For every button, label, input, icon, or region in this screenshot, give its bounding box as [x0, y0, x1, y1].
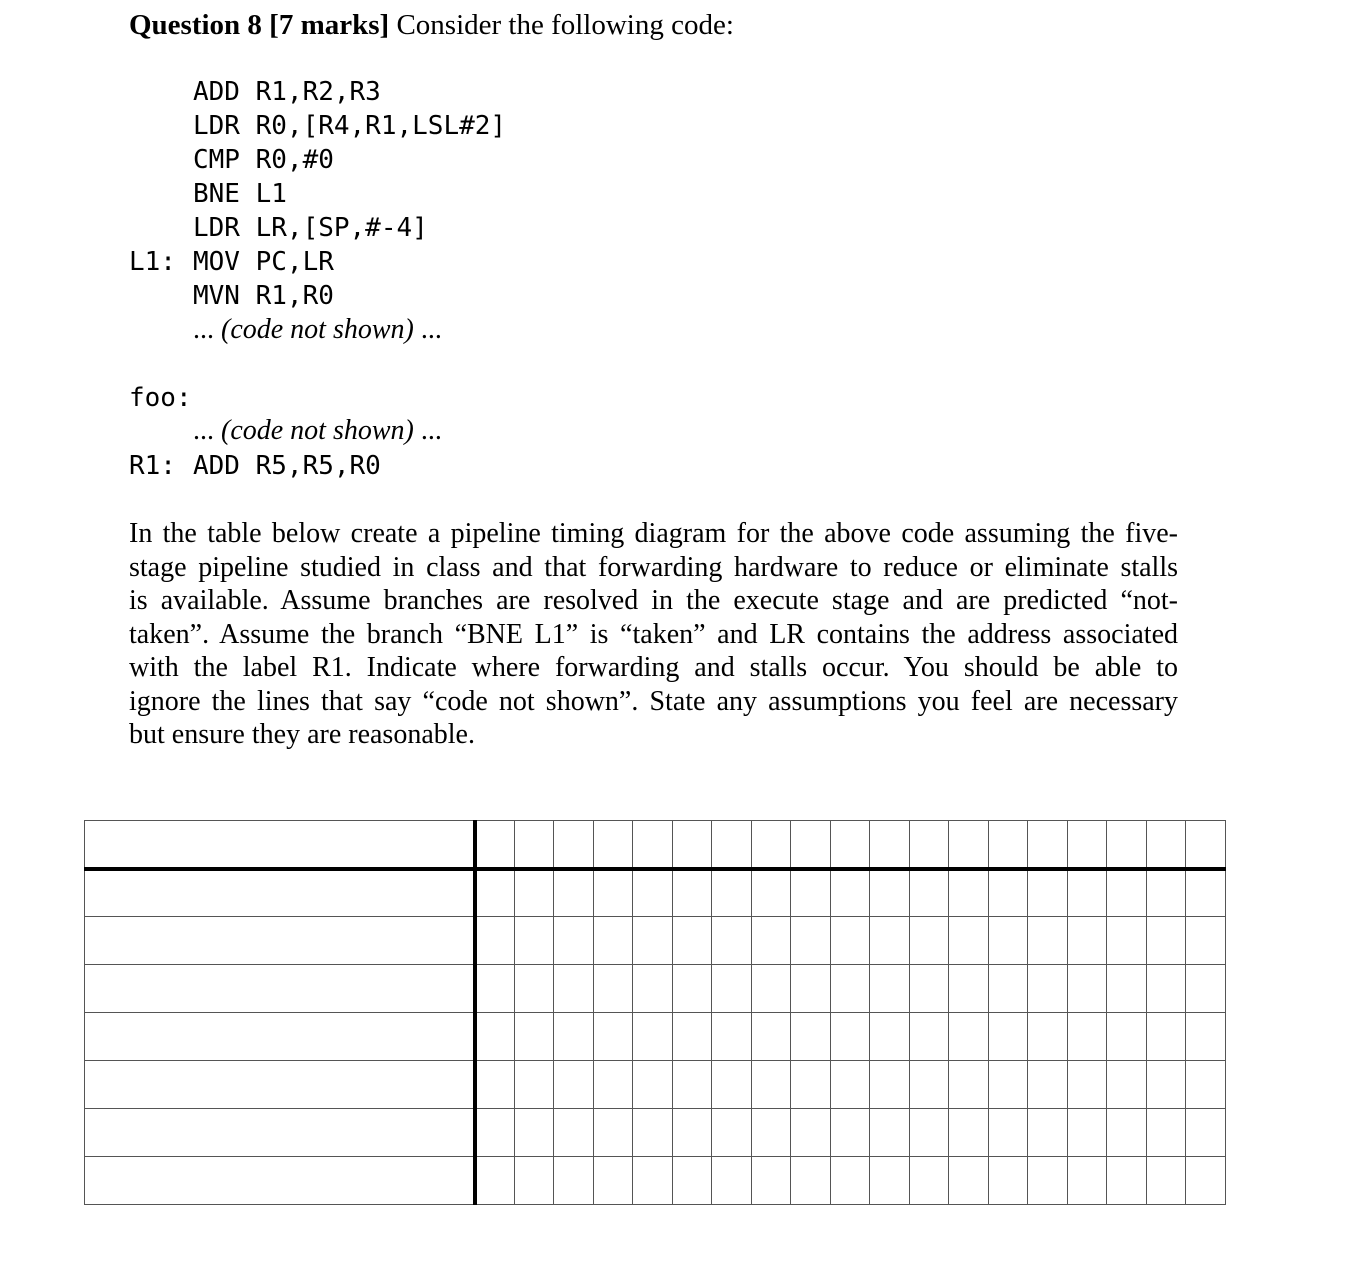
cycle-cell[interactable] [1107, 1013, 1147, 1061]
instruction-cell[interactable] [85, 821, 475, 869]
cycle-cell[interactable] [554, 869, 594, 917]
cycle-cell[interactable] [988, 1013, 1028, 1061]
table-row [85, 869, 1226, 917]
instruction-cell[interactable] [85, 1013, 475, 1061]
paragraph-line: ignore the lines that say “code not shown”. State any assumptions you feel are necessary [129, 685, 1178, 717]
cycle-cell[interactable] [672, 821, 712, 869]
instruction-cell[interactable] [85, 917, 475, 965]
cycle-cell[interactable] [1067, 965, 1107, 1013]
cycle-cell[interactable] [475, 1013, 515, 1061]
cycle-cell[interactable] [672, 869, 712, 917]
cycle-cell[interactable] [593, 1013, 633, 1061]
cycle-cell[interactable] [1146, 1157, 1186, 1205]
cycle-cell[interactable] [909, 1157, 949, 1205]
cycle-cell[interactable] [949, 1157, 989, 1205]
table-row [85, 965, 1226, 1013]
cycle-cell[interactable] [909, 869, 949, 917]
cycle-cell[interactable] [593, 1157, 633, 1205]
pipeline-timing-table [84, 820, 1226, 1205]
cycle-cell[interactable] [988, 917, 1028, 965]
cycle-cell[interactable] [1146, 965, 1186, 1013]
instruction-cell[interactable] [85, 1109, 475, 1157]
cycle-cell[interactable] [1186, 869, 1226, 917]
cycle-cell[interactable] [633, 1109, 673, 1157]
cycle-cell[interactable] [949, 1061, 989, 1109]
cycle-cell[interactable] [949, 965, 989, 1013]
cycle-cell[interactable] [791, 917, 831, 965]
cycle-cell[interactable] [949, 1109, 989, 1157]
cycle-cell[interactable] [909, 1109, 949, 1157]
cycle-cell[interactable] [830, 965, 870, 1013]
cycle-cell[interactable] [672, 965, 712, 1013]
cycle-cell[interactable] [791, 1109, 831, 1157]
cycle-cell[interactable] [514, 917, 554, 965]
cycle-cell[interactable] [1107, 1061, 1147, 1109]
cycle-cell[interactable] [751, 1013, 791, 1061]
cycle-cell[interactable] [1186, 1109, 1226, 1157]
cycle-cell[interactable] [1107, 1157, 1147, 1205]
cycle-cell[interactable] [830, 869, 870, 917]
code-line-2: LDR R0,[R4,R1,LSL#2] [193, 111, 507, 141]
cycle-cell[interactable] [791, 1013, 831, 1061]
cycle-cell[interactable] [1028, 1061, 1068, 1109]
table-row [85, 917, 1226, 965]
cycle-cell[interactable] [633, 917, 673, 965]
code-line-3: CMP R0,#0 [193, 145, 334, 175]
cycle-cell[interactable] [712, 869, 752, 917]
cycle-cell[interactable] [1067, 1013, 1107, 1061]
cycle-cell[interactable] [1146, 821, 1186, 869]
cycle-cell[interactable] [514, 965, 554, 1013]
omitted-text: (code not shown) [221, 415, 414, 446]
cycle-cell[interactable] [1067, 917, 1107, 965]
cycle-cell[interactable] [1186, 965, 1226, 1013]
instructions-paragraph [129, 517, 1178, 752]
cycle-cell[interactable] [1107, 965, 1147, 1013]
code-label-l1: L1: [129, 247, 176, 277]
cycle-cell[interactable] [949, 1013, 989, 1061]
omitted-suffix: ... [413, 314, 442, 345]
cycle-cell[interactable] [672, 1013, 712, 1061]
cycle-cell[interactable] [633, 965, 673, 1013]
cycle-cell[interactable] [1028, 917, 1068, 965]
cycle-cell[interactable] [751, 1061, 791, 1109]
cycle-cell[interactable] [830, 1013, 870, 1061]
cycle-cell[interactable] [909, 1013, 949, 1061]
omitted-prefix: ... [193, 314, 221, 345]
cycle-cell[interactable] [1146, 917, 1186, 965]
cycle-cell[interactable] [475, 869, 515, 917]
question-prompt: Consider the following code: [389, 9, 734, 41]
cycle-cell[interactable] [1067, 1109, 1107, 1157]
cycle-cell[interactable] [1146, 1061, 1186, 1109]
code-omitted-note-2 [193, 414, 442, 448]
cycle-cell[interactable] [988, 821, 1028, 869]
cycle-cell[interactable] [870, 917, 910, 965]
paragraph-line: is available. Assume branches are resolved in the execute stage and are predicted “not- [129, 585, 1178, 616]
question-number: Question 8 [7 marks] [129, 9, 390, 41]
cycle-cell[interactable] [593, 1109, 633, 1157]
cycle-cell[interactable] [791, 965, 831, 1013]
cycle-cell[interactable] [1067, 869, 1107, 917]
cycle-cell[interactable] [870, 1013, 910, 1061]
cycle-cell[interactable] [514, 821, 554, 869]
table-row [85, 1157, 1226, 1205]
code-line-r1: ADD R5,R5,R0 [193, 451, 381, 481]
cycle-cell[interactable] [988, 1109, 1028, 1157]
cycle-cell[interactable] [475, 1109, 515, 1157]
cycle-cell[interactable] [633, 821, 673, 869]
cycle-cell[interactable] [830, 821, 870, 869]
cycle-cell[interactable] [475, 965, 515, 1013]
code-label-r1: R1: [129, 451, 176, 481]
cycle-cell[interactable] [1186, 1157, 1226, 1205]
paragraph-line: stage pipeline studied in class and that forwarding hardware to reduce or eliminate stalls [129, 551, 1178, 583]
cycle-cell[interactable] [633, 1061, 673, 1109]
code-line-7: MVN R1,R0 [193, 281, 334, 311]
cycle-cell[interactable] [949, 869, 989, 917]
cycle-cell[interactable] [1067, 1157, 1107, 1205]
paragraph-line: taken”. Assume the branch “BNE L1” is “taken” and LR contains the address associated [129, 618, 1178, 650]
cycle-cell[interactable] [1028, 1157, 1068, 1205]
cycle-cell[interactable] [633, 869, 673, 917]
paragraph-line: with the label R1. Indicate where forwarding and stalls occur. You should be able to [129, 652, 1178, 683]
cycle-cell[interactable] [870, 1157, 910, 1205]
instruction-cell[interactable] [85, 965, 475, 1013]
cycle-cell[interactable] [870, 821, 910, 869]
cycle-cell[interactable] [1028, 869, 1068, 917]
cycle-cell[interactable] [751, 869, 791, 917]
cycle-cell[interactable] [1028, 965, 1068, 1013]
cycle-cell[interactable] [672, 1061, 712, 1109]
table-row [85, 1013, 1226, 1061]
cycle-cell[interactable] [830, 917, 870, 965]
code-line-4: BNE L1 [193, 179, 287, 209]
cycle-cell[interactable] [712, 1013, 752, 1061]
instruction-cell[interactable] [85, 1157, 475, 1205]
cycle-cell[interactable] [870, 965, 910, 1013]
cycle-cell[interactable] [830, 1157, 870, 1205]
cycle-cell[interactable] [870, 1061, 910, 1109]
cycle-cell[interactable] [554, 965, 594, 1013]
cycle-cell[interactable] [712, 1061, 752, 1109]
cycle-cell[interactable] [909, 821, 949, 869]
cycle-cell[interactable] [672, 1109, 712, 1157]
omitted-prefix: ... [193, 415, 221, 446]
cycle-cell[interactable] [830, 1109, 870, 1157]
cycle-cell[interactable] [1146, 1109, 1186, 1157]
cycle-cell[interactable] [633, 1157, 673, 1205]
cycle-cell[interactable] [475, 1061, 515, 1109]
cycle-cell[interactable] [554, 1061, 594, 1109]
cycle-cell[interactable] [988, 965, 1028, 1013]
cycle-cell[interactable] [593, 1061, 633, 1109]
cycle-cell[interactable] [514, 869, 554, 917]
cycle-cell[interactable] [988, 1157, 1028, 1205]
cycle-cell[interactable] [791, 869, 831, 917]
cycle-cell[interactable] [1028, 821, 1068, 869]
code-line-5: LDR LR,[SP,#-4] [193, 213, 428, 243]
cycle-cell[interactable] [1186, 917, 1226, 965]
cycle-cell[interactable] [712, 821, 752, 869]
paragraph-line: In the table below create a pipeline timing diagram for the above code assuming the five- [129, 518, 1178, 549]
omitted-suffix: ... [413, 415, 442, 446]
instruction-cell[interactable] [85, 869, 475, 917]
cycle-cell[interactable] [791, 1157, 831, 1205]
cycle-cell[interactable] [712, 1157, 752, 1205]
cycle-cell[interactable] [1186, 821, 1226, 869]
cycle-cell[interactable] [1028, 1013, 1068, 1061]
cycle-cell[interactable] [751, 917, 791, 965]
cycle-cell[interactable] [712, 1109, 752, 1157]
cycle-cell[interactable] [988, 869, 1028, 917]
cycle-cell[interactable] [791, 1061, 831, 1109]
cycle-cell[interactable] [593, 965, 633, 1013]
question-heading [129, 7, 734, 43]
cycle-cell[interactable] [633, 1013, 673, 1061]
omitted-text: (code not shown) [221, 314, 414, 345]
cycle-cell[interactable] [1186, 1013, 1226, 1061]
code-label-foo: foo: [129, 383, 192, 413]
cycle-cell[interactable] [593, 821, 633, 869]
code-line-6: MOV PC,LR [193, 247, 334, 277]
cycle-cell[interactable] [751, 1157, 791, 1205]
table-row [85, 1109, 1226, 1157]
paragraph-line: but ensure they are reasonable. [129, 719, 475, 750]
cycle-cell[interactable] [751, 1109, 791, 1157]
cycle-cell[interactable] [514, 1157, 554, 1205]
cycle-cell[interactable] [909, 965, 949, 1013]
cycle-cell[interactable] [1146, 869, 1186, 917]
cycle-cell[interactable] [1146, 1013, 1186, 1061]
cycle-cell[interactable] [593, 869, 633, 917]
cycle-cell[interactable] [949, 917, 989, 965]
cycle-cell[interactable] [1107, 917, 1147, 965]
cycle-cell[interactable] [988, 1061, 1028, 1109]
cycle-cell[interactable] [1067, 1061, 1107, 1109]
cycle-cell[interactable] [712, 917, 752, 965]
cycle-cell[interactable] [514, 1061, 554, 1109]
cycle-cell[interactable] [1107, 821, 1147, 869]
cycle-cell[interactable] [712, 965, 752, 1013]
cycle-cell[interactable] [1067, 821, 1107, 869]
cycle-cell[interactable] [672, 1157, 712, 1205]
cycle-cell[interactable] [870, 869, 910, 917]
table-row [85, 1061, 1226, 1109]
cycle-cell[interactable] [672, 917, 712, 965]
cycle-cell[interactable] [830, 1061, 870, 1109]
cycle-cell[interactable] [909, 1061, 949, 1109]
cycle-cell[interactable] [1186, 1061, 1226, 1109]
table-header-row [85, 821, 1226, 869]
cycle-cell[interactable] [949, 821, 989, 869]
cycle-cell[interactable] [909, 917, 949, 965]
code-omitted-note-1 [193, 313, 442, 347]
cycle-cell[interactable] [475, 821, 515, 869]
cycle-cell[interactable] [475, 917, 515, 965]
cycle-cell[interactable] [870, 1109, 910, 1157]
cycle-cell[interactable] [514, 1013, 554, 1061]
cycle-cell[interactable] [554, 917, 594, 965]
cycle-cell[interactable] [791, 821, 831, 869]
cycle-cell[interactable] [1107, 869, 1147, 917]
cycle-cell[interactable] [751, 821, 791, 869]
cycle-cell[interactable] [554, 1109, 594, 1157]
cycle-cell[interactable] [751, 965, 791, 1013]
code-line-1: ADD R1,R2,R3 [193, 77, 381, 107]
cycle-cell[interactable] [1028, 1109, 1068, 1157]
cycle-cell[interactable] [554, 821, 594, 869]
cycle-cell[interactable] [593, 917, 633, 965]
cycle-cell[interactable] [1107, 1109, 1147, 1157]
instruction-cell[interactable] [85, 1061, 475, 1109]
cycle-cell[interactable] [554, 1157, 594, 1205]
cycle-cell[interactable] [514, 1109, 554, 1157]
cycle-cell[interactable] [475, 1157, 515, 1205]
cycle-cell[interactable] [554, 1013, 594, 1061]
